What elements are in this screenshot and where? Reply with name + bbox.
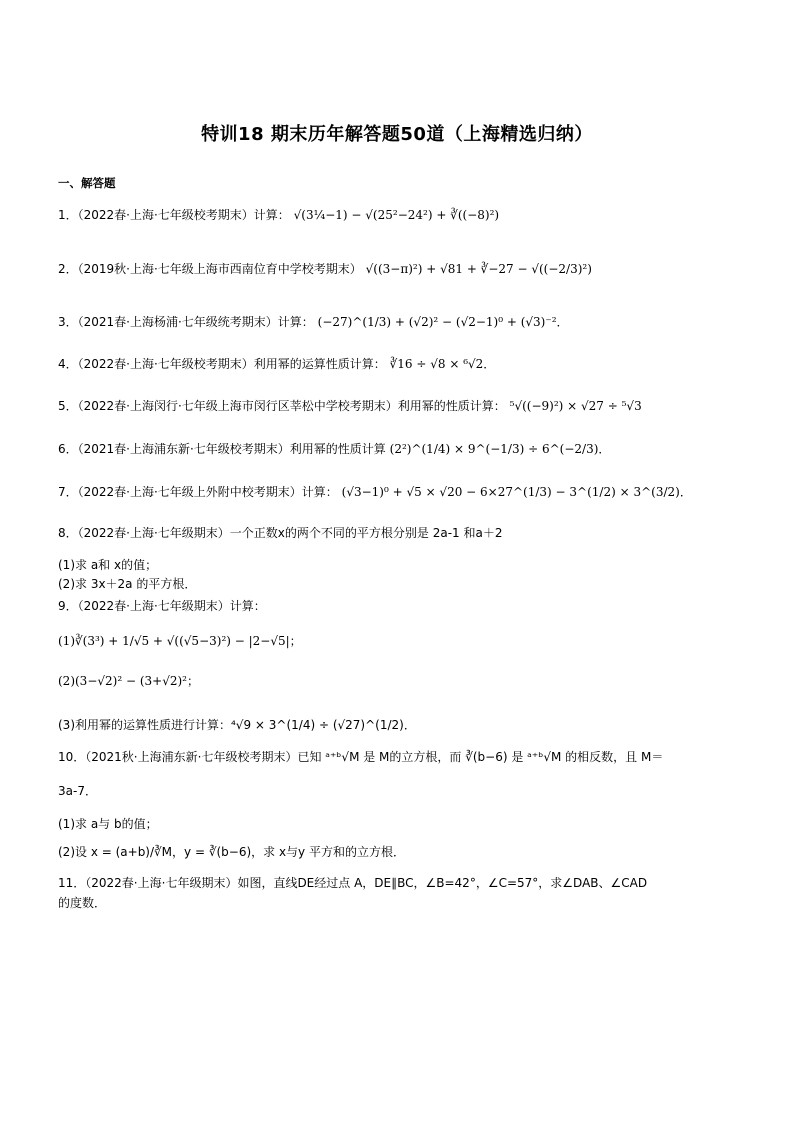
page-title: 特训18 期末历年解答题50道（上海精选归纳）	[201, 124, 593, 145]
question-8-part-1: (1)求 a和 x的值；	[58, 558, 158, 572]
question-5	[58, 397, 642, 415]
question-5-text: 5．（2022春·上海闵行·七年级上海市闵行区莘松中学校考期末）利用幂的性质计算：	[58, 399, 506, 413]
question-7-expr: (√3−1)⁰ + √5 × √20 − 6×27^(1/3) − 3^(1/2) × 3^(3/2)．	[341, 485, 692, 499]
question-11: 11．（2022春·上海·七年级期末）如图，直线DE经过点 A，DE∥BC，∠B=42°，∠C=57°，求∠DAB、∠CAD	[58, 876, 648, 890]
question-4	[58, 355, 495, 373]
question-10-cont: 3a-7．	[58, 784, 97, 798]
question-9-part-1: (1)∛(3³) + 1/√5 + √((√5−3)²) − |2−√5|；	[58, 634, 302, 648]
question-8-part-2: (2)求 3x＋2a 的平方根．	[58, 577, 197, 591]
question-2-expr: √((3−π)²) + √81 + ∛−27 − √((−2/3)²)	[365, 262, 592, 276]
question-9-part-3: (3)利用幂的运算性质进行计算：⁴√9 × 3^(1/4) ÷ (√27)^(1/2)．	[58, 718, 416, 732]
question-9-part-2: (2)(3−√2)² − (3+√2)²；	[58, 674, 199, 688]
question-2-text: 2．（2019秋·上海·七年级上海市西南位育中学校考期末）	[58, 262, 362, 276]
question-3-text: 3．（2021春·上海杨浦·七年级统考期末）计算：	[58, 315, 314, 329]
question-7	[58, 483, 692, 501]
question-11-cont: 的度数．	[58, 896, 107, 910]
question-5-expr: ⁵√((−9)²) × √27 ÷ ⁵√3	[509, 399, 642, 413]
question-4-text: 4．（2022春·上海·七年级校考期末）利用幂的运算性质计算：	[58, 357, 386, 371]
question-7-text: 7．（2022春·上海·七年级上外附中校考期末）计算：	[58, 485, 338, 499]
question-3	[58, 313, 569, 331]
question-10-part-1: (1)求 a与 b的值；	[58, 817, 158, 831]
question-4-expr: ∛16 ÷ √8 × ⁶√2．	[389, 357, 496, 371]
question-1-expr: √(3¼−1) − √(25²−24²) + ∛((−8)²)	[293, 208, 500, 222]
question-1	[58, 206, 499, 224]
section-heading: 一、解答题	[58, 176, 116, 190]
question-6-expr: (2²)^(1/4) × 9^(−1/3) ÷ 6^(−2/3)．	[389, 442, 611, 456]
question-1-text: 1．（2022春·上海·七年级校考期末）计算：	[58, 208, 290, 222]
question-6	[58, 440, 610, 458]
question-3-expr: (−27)^(1/3) + (√2)² − (√2−1)⁰ + (√3)⁻²．	[317, 315, 569, 329]
question-6-text: 6．（2021春·上海浦东新·七年级校考期末）利用幂的性质计算	[58, 442, 386, 456]
question-8: 8．（2022春·上海·七年级期末）一个正数x的两个不同的平方根分别是 2a-1 和a＋2	[58, 526, 503, 540]
question-9: 9．（2022春·上海·七年级期末）计算：	[58, 599, 266, 613]
question-10: 10．（2021秋·上海浦东新·七年级校考期末）已知 ᵃ⁺ᵇ√M 是 M的立方根，而 ∛(b−6) 是 ᵃ⁺ᵇ√M 的相反数，且 M＝	[58, 750, 664, 764]
question-2	[58, 260, 592, 278]
question-10-part-2: (2)设 x = (a+b)/∛M，y = ∛(b−6)，求 x与y 平方和的立方根．	[58, 845, 405, 859]
